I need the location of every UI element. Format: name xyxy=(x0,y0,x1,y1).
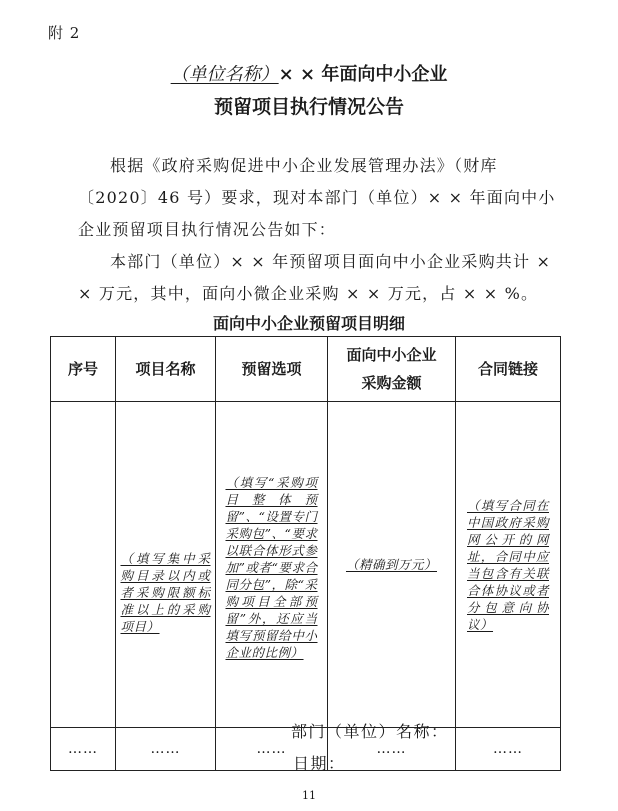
title-line-2: 预留项目执行情况公告 xyxy=(213,96,404,118)
title-line-1 xyxy=(0,60,618,86)
ellipsis-cell: …… xyxy=(51,728,116,771)
reserved-projects-table xyxy=(50,336,561,771)
cell-project-name xyxy=(116,402,216,728)
table-header-row xyxy=(51,337,561,402)
cell-amount xyxy=(328,402,456,728)
appendix-label: 附 2 xyxy=(48,24,81,42)
ellipsis-cell: …… xyxy=(328,728,456,771)
summary-paragraph: 本部门（单位）× × 年预留项目面向中小企业采购共计 × × 万元，其中，面向小微企业采购 × × 万元，占 × × %。 xyxy=(78,252,552,303)
page-number: 11 xyxy=(302,789,316,802)
table-caption: 面向中小企业预留项目明细 xyxy=(212,314,405,333)
header-reserve-option: 预留选项 xyxy=(216,337,328,402)
department-name-label: 部门（单位）名称： xyxy=(291,722,449,741)
note-reserve-option: （填写“采购项目整体预留”、“设置专门采购包”、“要求以联合体形式参加”或者“要求合同分包”，除“采购项目全部预留”外，还应当填写预留给中小企业的比例） xyxy=(225,475,318,660)
header-amount-text: 面向中小企业采购金额 xyxy=(346,346,437,392)
header-contract-link: 合同链接 xyxy=(456,337,561,402)
date-label: 日期： xyxy=(293,754,346,773)
header-amount xyxy=(328,337,456,402)
header-project-name: 项目名称 xyxy=(116,337,216,402)
intro-paragraph: 根据《政府采购促进中小企业发展管理办法》（财库〔2020〕46 号）要求，现对本部门（单位）× × 年面向中小企业预留项目执行情况公告如下： xyxy=(78,156,556,239)
header-seq: 序号 xyxy=(51,337,116,402)
table-row xyxy=(51,402,561,728)
title-line-1-rest: × × 年面向中小企业 xyxy=(278,64,448,85)
cell-contract-link xyxy=(456,402,561,728)
ellipsis-cell: …… xyxy=(116,728,216,771)
cell-seq xyxy=(51,402,116,728)
ellipsis-cell: …… xyxy=(456,728,561,771)
note-amount: （精确到万元） xyxy=(345,557,437,572)
ellipsis-cell: …… xyxy=(216,728,328,771)
note-project-name: （填写集中采购目录以内或者采购限额标准以上的采购项目） xyxy=(120,551,211,634)
title-unit-name: （单位名称） xyxy=(170,64,279,85)
cell-reserve-option xyxy=(216,402,328,728)
note-contract-link: （填写合同在中国政府采购网公开的网址，合同中应当包含有关联合体协议或者分包意向协议） xyxy=(467,497,549,632)
